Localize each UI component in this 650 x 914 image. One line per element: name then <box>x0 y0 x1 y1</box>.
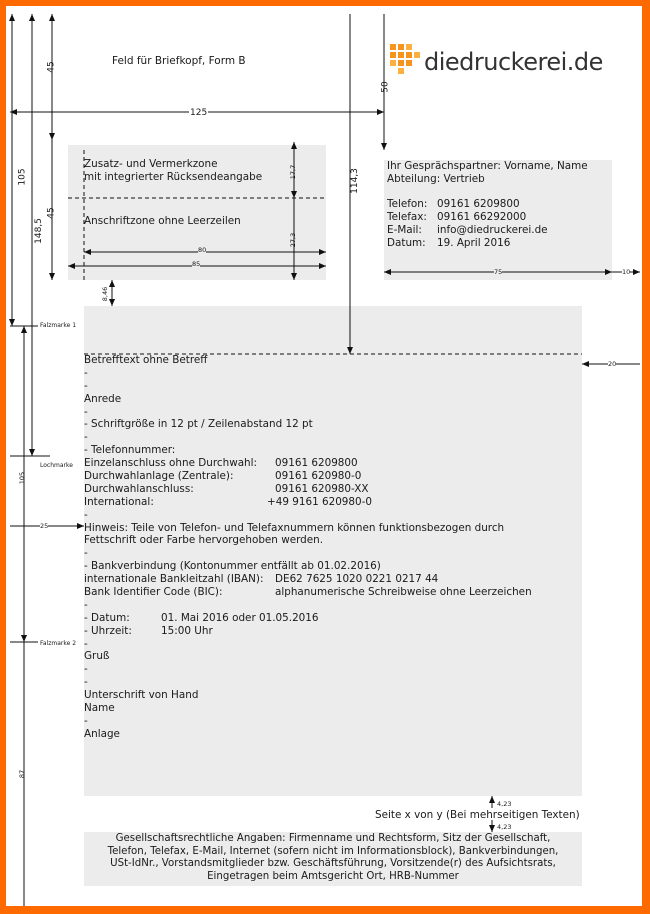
measure-label: 125 <box>190 108 208 118</box>
footer-line: Eingetragen beim Amtsgericht Ort, HRB-Nummer <box>207 870 459 882</box>
bank-row-bic <box>84 586 580 599</box>
blank-line: - <box>84 663 88 676</box>
blank-line: - <box>84 508 88 521</box>
measure-label: 8,46 <box>101 286 110 302</box>
info-telefon-label: Telefon: <box>387 198 428 210</box>
zusatz-zone-line2: mit integrierter Rücksendeangabe <box>84 171 263 183</box>
footer-line: USt-IdNr., Vorstandsmitglieder bzw. Geschäftsführung, Vorsitzende(r) des Aufsichtsrats, <box>110 858 556 870</box>
measure-label: 105 <box>18 471 27 485</box>
info-contact-person: Ihr Gesprächspartner: Vorname, Name <box>387 160 588 172</box>
logo-dots-icon <box>388 42 422 76</box>
measure-label: 105 <box>17 168 28 186</box>
bank-row-value: DE62 7625 1020 0221 0217 44 <box>275 573 439 586</box>
signer-name: Name <box>84 702 115 715</box>
phone-row-value: +49 9161 620980-0 <box>267 495 373 508</box>
bank-row-label: internationale Bankleitzahl (IBAN): <box>84 573 264 586</box>
blank-line: - <box>84 637 88 650</box>
signature: Unterschrift von Hand <box>84 689 199 702</box>
measure-label: 80 <box>198 246 207 254</box>
falzmarke-2-label: Falzmarke 2 <box>40 640 77 647</box>
time-row-label: - Uhrzeit: <box>84 624 132 637</box>
date-row <box>84 612 580 625</box>
blank-line: - <box>84 676 88 689</box>
measure-label: 10 <box>622 268 631 276</box>
phone-row-durchwahl <box>84 483 580 496</box>
measure-label: 45 <box>46 61 57 73</box>
measure-label: 50 <box>380 81 391 93</box>
measure-label: 25 <box>40 522 49 530</box>
measure-label: 17,7 <box>289 164 298 180</box>
measure-label: 4,23 <box>497 800 512 808</box>
blank-line: - <box>84 431 88 444</box>
date-row-value: 01. Mai 2016 oder 01.05.2016 <box>161 611 319 624</box>
info-email-value[interactable]: info@diedruckerei.de <box>437 224 548 236</box>
blank-line: - <box>84 547 88 560</box>
bank-row-value: alphanumerische Schreibweise ohne Leerzeichen <box>275 586 532 599</box>
phone-row-international <box>84 496 580 509</box>
briefkopf-label: Feld für Briefkopf, Form B <box>112 55 246 67</box>
phone-row-label: International: <box>84 495 154 508</box>
zusatz-zone-line1: Zusatz- und Vermerkzone <box>84 158 218 170</box>
subject-line: Betrefftext ohne Betreff <box>84 354 208 366</box>
anschrift-zone-label: Anschriftzone ohne Leerzeilen <box>84 215 241 227</box>
phone-row-label: Durchwahlanlage (Zentrale): <box>84 470 234 483</box>
date-row-label: - Datum: <box>84 611 130 624</box>
measure-label: 87 <box>18 769 27 779</box>
attachment: Anlage <box>84 727 120 740</box>
closing: Gruß <box>84 650 110 663</box>
font-size-note: - Schriftgröße in 12 pt / Zeilenabstand 12 pt <box>84 418 313 431</box>
footer-line: Gesellschaftsrechtliche Angaben: Firmenname und Rechtsform, Sitz der Gesellschaft, <box>115 833 551 844</box>
measure-label: 114,3 <box>349 168 360 194</box>
blank-line: - <box>84 598 88 611</box>
falzmarke-1-label: Falzmarke 1 <box>40 322 77 329</box>
phone-heading: - Telefonnummer: <box>84 444 176 457</box>
hint-line-1: Hinweis: Teile von Telefon- und Telefaxnummern können funktionsbezogen durch <box>84 521 505 534</box>
lochmarke-label: Lochmarke <box>40 462 73 469</box>
brand-logo-text[interactable]: diedruckerei.de <box>424 48 603 76</box>
phone-row-value: 09161 620980-0 <box>275 470 362 483</box>
salutation: Anrede <box>84 392 122 405</box>
blank-line: - <box>84 366 88 379</box>
hint-line-2: Fettschrift oder Farbe hervorgehoben werden. <box>84 534 324 547</box>
bank-row-label: Bank Identifier Code (BIC): <box>84 586 223 599</box>
letter-body <box>84 354 580 741</box>
blank-line: - <box>84 714 88 727</box>
phone-row-label: Durchwahlanschluss: <box>84 482 194 495</box>
info-telefon-value: 09161 6209800 <box>437 198 520 210</box>
info-datum-label: Datum: <box>387 237 426 249</box>
phone-row-einzel <box>84 457 580 470</box>
measure-label: 20 <box>608 360 617 368</box>
info-department: Abteilung: Vertrieb <box>387 173 485 185</box>
bank-heading: - Bankverbindung (Kontonummer entfällt ab 01.02.2016) <box>84 560 381 573</box>
page-number: Seite x von y (Bei mehrseitigen Texten) <box>375 809 580 821</box>
bank-row-iban <box>84 573 580 586</box>
time-row <box>84 625 580 638</box>
measure-label: 27,3 <box>289 232 298 248</box>
measure-label: 75 <box>494 268 503 276</box>
info-telefax-label: Telefax: <box>387 211 427 223</box>
footer-legal <box>84 833 582 883</box>
measure-label: 85 <box>192 260 201 268</box>
info-datum-value: 19. April 2016 <box>437 237 511 249</box>
measure-label: 4,23 <box>497 823 512 831</box>
measure-label: 45 <box>46 207 57 219</box>
time-row-value: 15:00 Uhr <box>161 624 213 637</box>
blank-line: - <box>84 405 88 418</box>
info-telefax-value: 09161 66292000 <box>437 211 527 223</box>
phone-row-value: 09161 6209800 <box>275 457 358 470</box>
phone-row-value: 09161 620980-XX <box>275 482 369 495</box>
measure-label: 148,5 <box>33 218 44 244</box>
phone-row-label: Einzelanschluss ohne Durchwahl: <box>84 457 258 470</box>
blank-line: - <box>84 379 88 392</box>
phone-row-zentrale <box>84 470 580 483</box>
footer-line: Telefon, Telefax, E-Mail, Internet (sofern nicht im Informationsblock), Bankverbindungen, <box>107 845 559 857</box>
info-email-label: E-Mail: <box>387 224 422 236</box>
